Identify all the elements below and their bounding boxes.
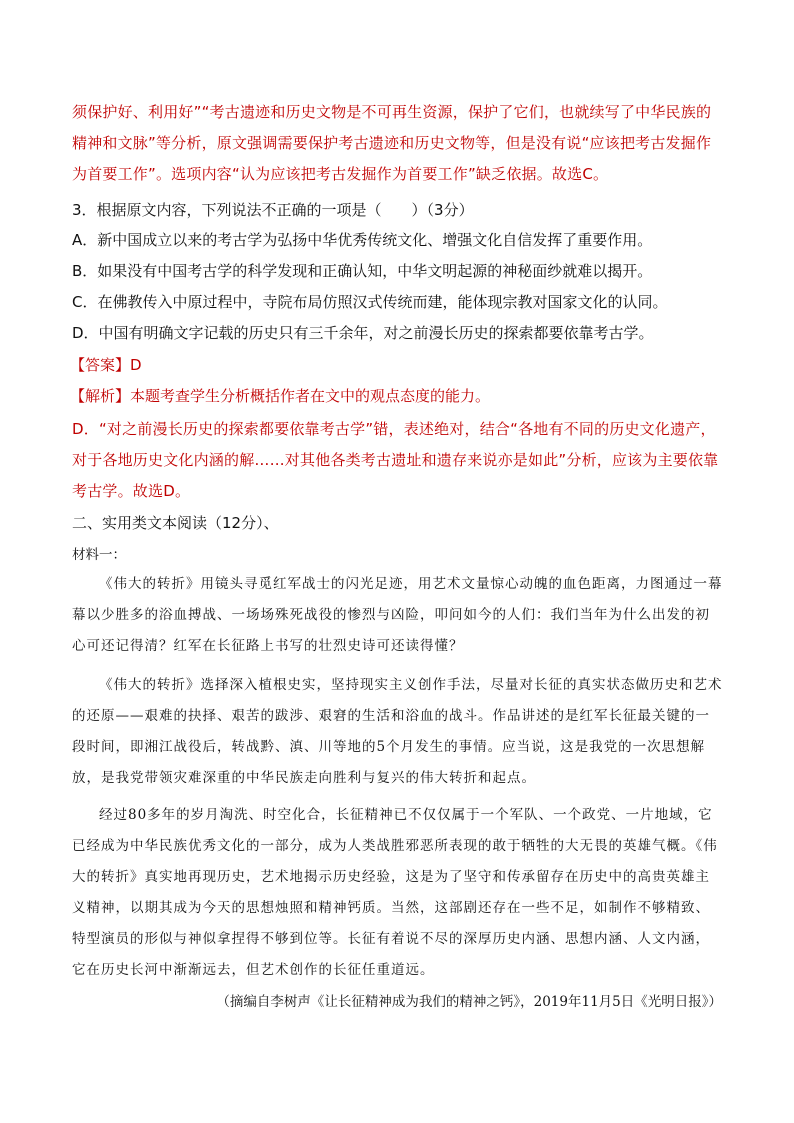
material-label: 材料一： xyxy=(72,547,126,563)
q3-analysis-body: D．“对之前漫长历史的探索都要依靠考古学”错，表述绝对，结合“各地有不同的历史文化遗产，对于各地历史文化内涵的解……对其他各类考古遗址和遗存来说亦是如此”分析，应该为主要依靠考古学。故选D。 xyxy=(72,420,719,500)
q3-option-a: A．新中国成立以来的考古学为弘扬中华优秀传统文化、增强文化自信发挥了重要作用。 xyxy=(72,231,653,249)
q3-option-c: C．在佛教传入中原过程中，寺院布局仿照汉式传统而建，能体现宗教对国家文化的认同。 xyxy=(72,293,668,311)
q3-answer xyxy=(70,355,142,375)
material-paragraph-1: 《伟大的转折》用镜头寻觅红军战士的闪光足迹，用艺术文量惊心动魄的血色距离，力图通过一幕幕以少胜多的浴血搏战、一场场殊死战役的惨烈与凶险，叩问如今的人们：我们当年为什么出发的初心可还记得清？红军在长征路上书写的壮烈史诗可还读得懂？ xyxy=(72,576,723,654)
section-heading: 二、实用类文本阅读（12分）、 xyxy=(72,514,279,532)
analysis-tag: 【解析】 xyxy=(70,387,131,405)
answer-tag: 【答案】 xyxy=(70,356,131,374)
q3-analysis-head xyxy=(70,386,490,406)
answer-value: D xyxy=(130,356,142,374)
material-paragraph-2: 《伟大的转折》选择深入植根史实，坚持现实主义创作手法，尽量对长征的真实状态做历史和艺术的还原——艰难的抉择、艰苦的跋涉、艰窘的生活和浴血的战斗。作品讲述的是红军长征最关键的一段时间，即湘江战役后，转战黔、滇、川等地的5个月发生的事情。应当说，这是我党的一次思想解放，是我党带领灾难深重的中华民族走向胜利与复兴的伟大转折和起点。 xyxy=(72,677,723,786)
q2-analysis-continuation: 须保护好、利用好”“考古遗迹和历史文物是不可再生资源，保护了它们，也就续写了中华民族的精神和文脉”等分析，原文强调需要保护考古遗迹和历史文物等，但是没有说“应该把考古发掘作为首要工作”。选项内容“认为应该把考古发掘作为首要工作”缺乏依据。故选C。 xyxy=(72,103,712,183)
q3-option-d: D．中国有明确文字记载的历史只有三千余年，对之前漫长历史的探索都要依靠考古学。 xyxy=(72,324,654,342)
q3-stem: 3．根据原文内容，下列说法不正确的一项是（ ）（3分） xyxy=(72,201,474,219)
analysis-head-text: 本题考查学生分析概括作者在文中的观点态度的能力。 xyxy=(130,387,491,405)
material-paragraph-3: 经过80多年的岁月淘洗、时空化合，长征精神已不仅仅属于一个军队、一个政党、一片地域，它已经成为中华民族优秀文化的一部分，成为人类战胜邪恶所表现的敢于牺牲的大无畏的英雄气概。《伟大的转折》真实地再现历史，艺术地揭示历史经验，这是为了坚守和传承留存在历史中的高贵英雄主义精神，以期其成为今天的思想烛照和精神钙质。当然，这部剧还存在一些不足，如制作不够精致、特型演员的形似与神似拿捏得不够到位等。长征有着说不尽的深厚历史内涵、思想内涵、人文内涵，它在历史长河中渐渐远去，但艺术创作的长征任重道远。 xyxy=(72,807,718,978)
material-source: （摘编自李树声《让长征精神成为我们的精神之钙》，2019年11月5日《光明日报》） xyxy=(216,994,722,1010)
q3-option-b: B．如果没有中国考古学的科学发现和正确认知，中华文明起源的神秘面纱就难以揭开。 xyxy=(72,262,653,280)
